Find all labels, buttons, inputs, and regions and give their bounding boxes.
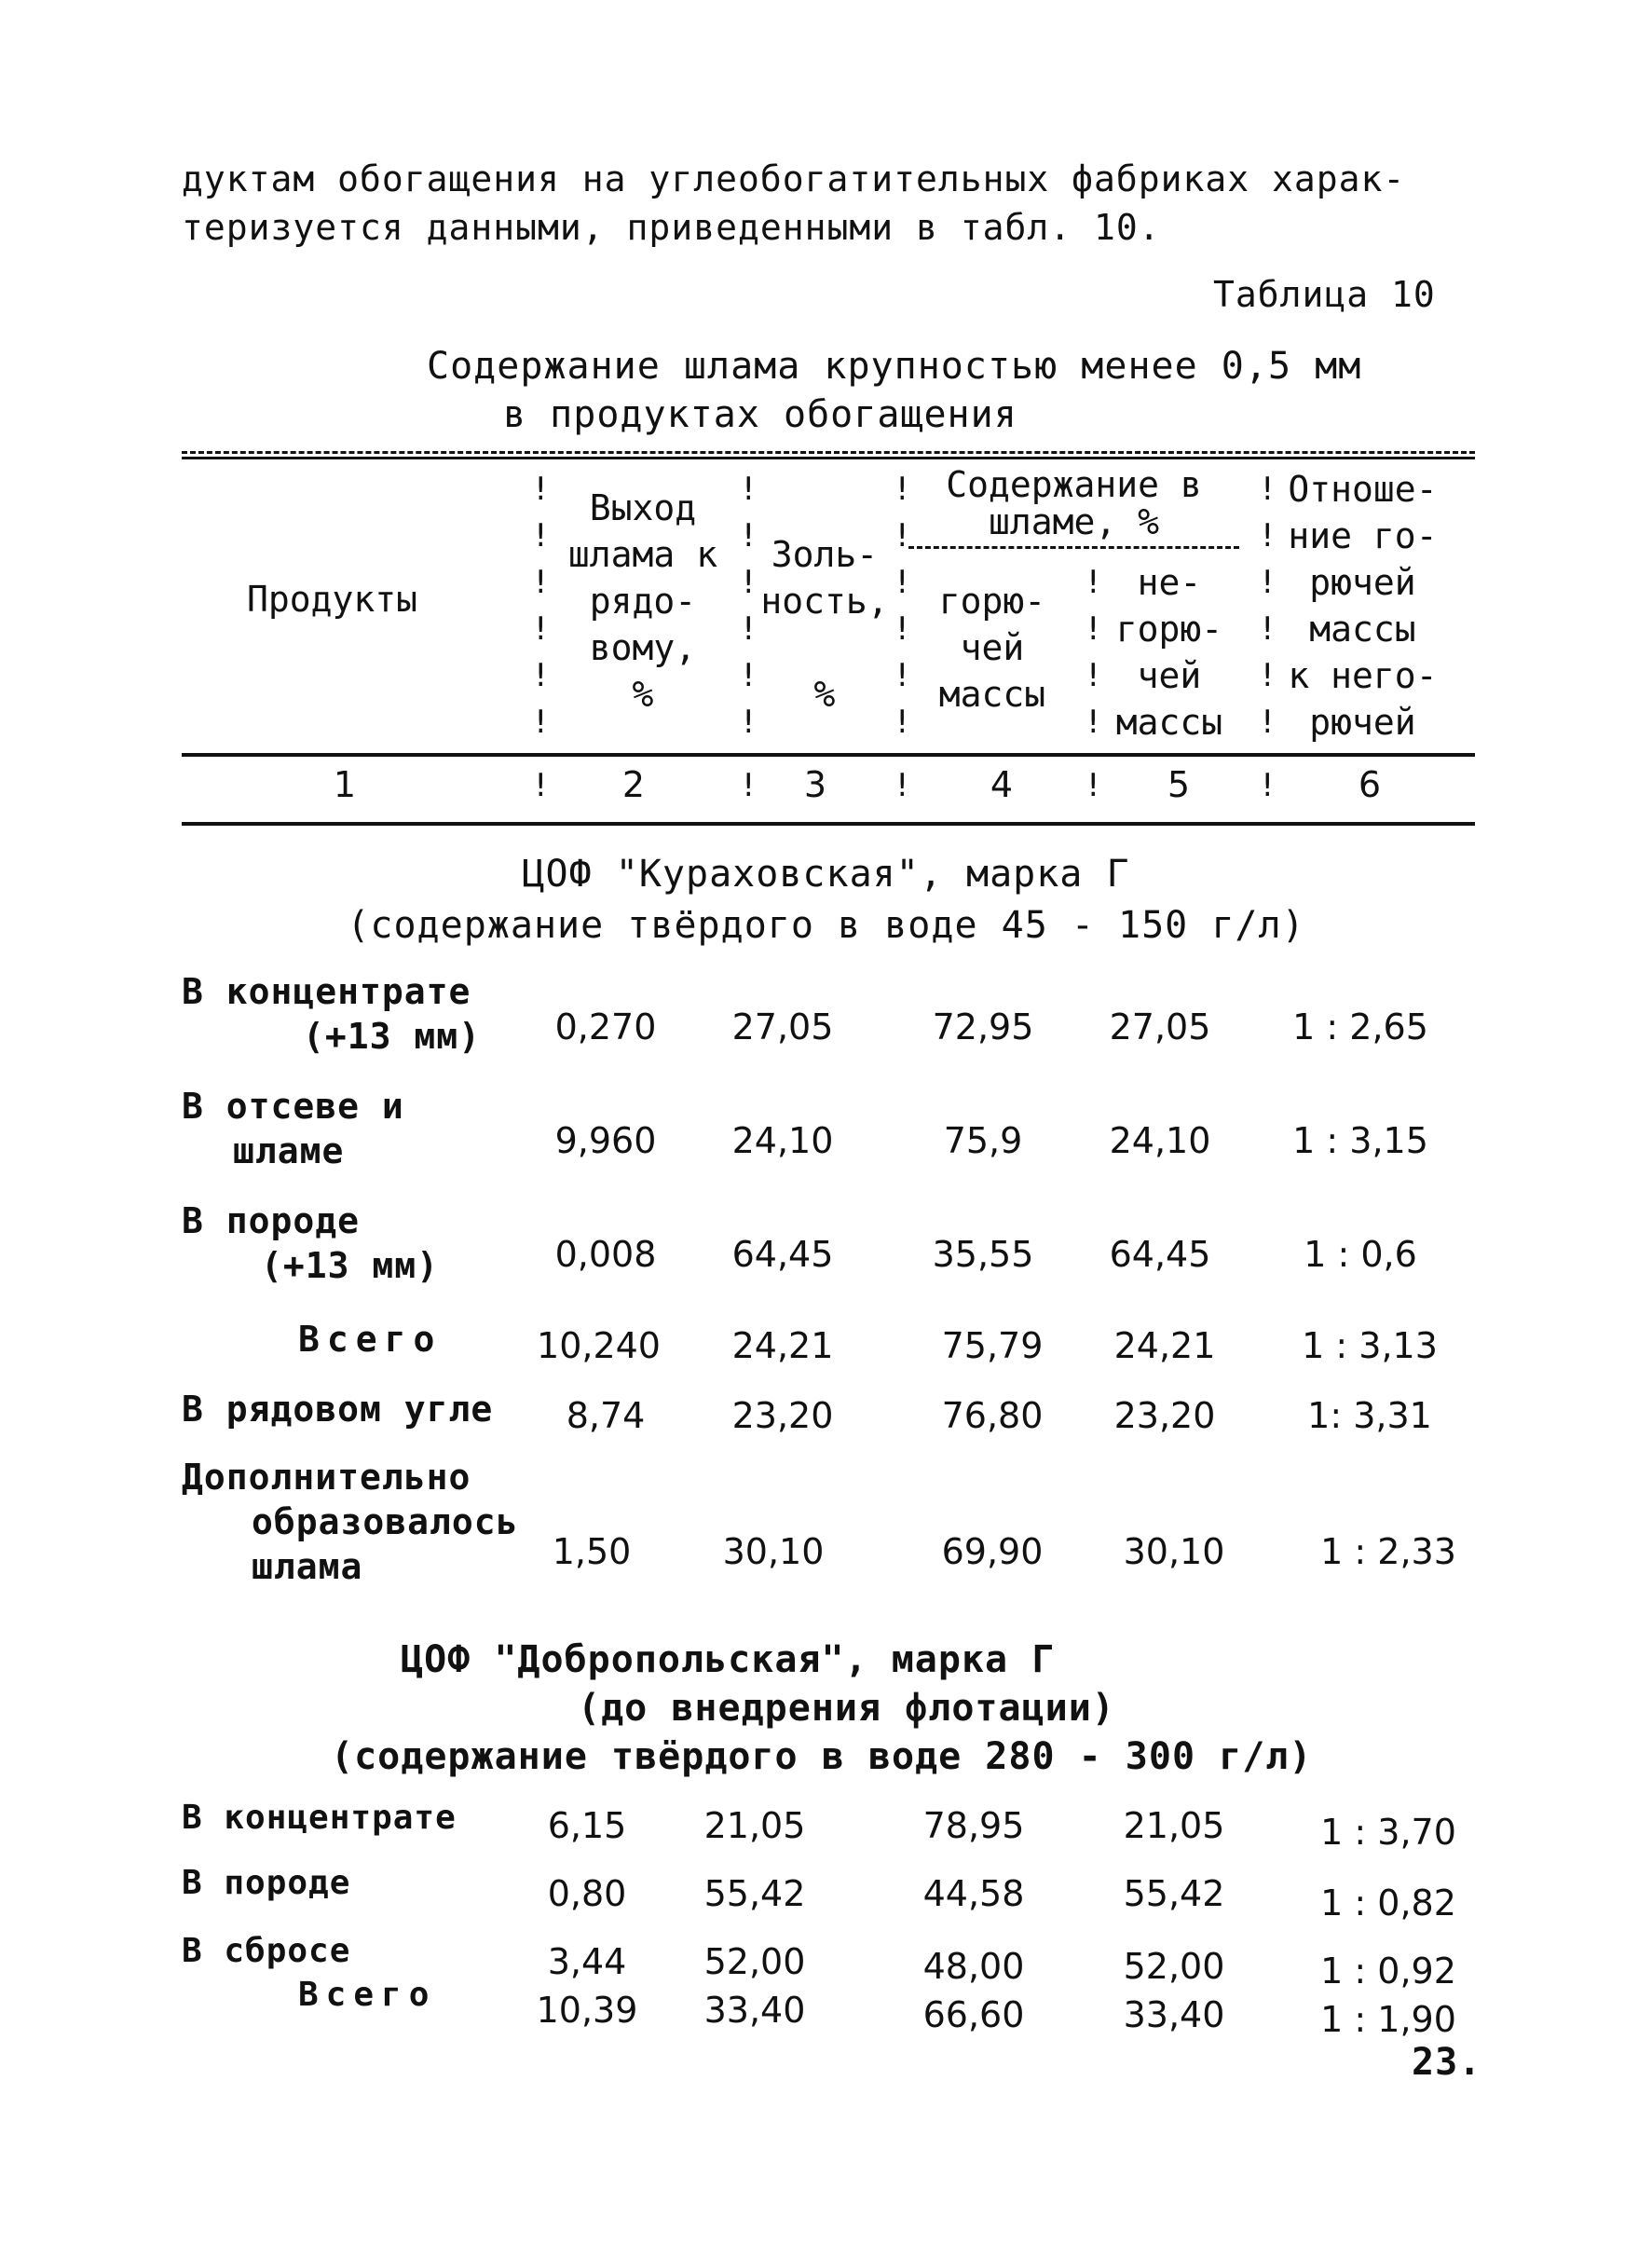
header-col-4: горю- чей массы (938, 581, 1046, 715)
col-number: 3 (803, 764, 827, 805)
header-products: Продукты (247, 579, 418, 620)
header-separator: ! ! ! ! ! ! (1258, 471, 1277, 741)
header-separator: ! ! ! ! ! ! (739, 471, 758, 741)
section-1-subtitle: (содержание твёрдого в воде 45 - 150 г/л) (347, 904, 1305, 947)
section-2-subtitle-2: (содержание твёрдого в воде 280 - 300 г/л) (331, 1735, 1313, 1778)
header-col-2: Выход шлама к рядо- вому, % (567, 487, 718, 715)
header-group: Содержание в шламе, % (946, 464, 1202, 542)
header-separator: ! ! ! ! ! ! (893, 471, 912, 741)
header-separator: ! ! ! ! (1084, 564, 1103, 741)
intro-line-2: теризуется данными, приведенными в табл. 10. (182, 207, 1161, 248)
header-col-5: не- горю- чей массы (1115, 562, 1223, 743)
section-1-title: ЦОФ "Кураховская", марка Г (522, 853, 1130, 896)
col-number: 4 (990, 764, 1014, 805)
col-number: 1 (333, 764, 357, 805)
table-caption-line-2: в продуктах обогащения (503, 393, 1017, 436)
table-label: Таблица 10 (1213, 274, 1436, 315)
header-col-3: Золь- ность, % (760, 534, 889, 715)
header-separator: ! ! ! ! ! ! (531, 471, 551, 741)
col-number: 5 (1167, 764, 1191, 805)
intro-line-1: дуктам обогащения на углеобогатительных фабриках харак- (182, 158, 1406, 199)
header-col-6: Отноше- ние го- рючей массы к него- рючей (1288, 469, 1438, 743)
section-2-title: ЦОФ "Добропольская", марка Г (401, 1638, 1056, 1681)
table-caption-line-1: Содержание шлама крупностью менее 0,5 мм (427, 345, 1362, 388)
section-2-subtitle-1: (до внедрения флотации) (578, 1687, 1115, 1730)
col-number: 2 (621, 764, 646, 805)
col-number: 6 (1358, 764, 1382, 805)
page-number: 23. (1412, 2041, 1482, 2084)
